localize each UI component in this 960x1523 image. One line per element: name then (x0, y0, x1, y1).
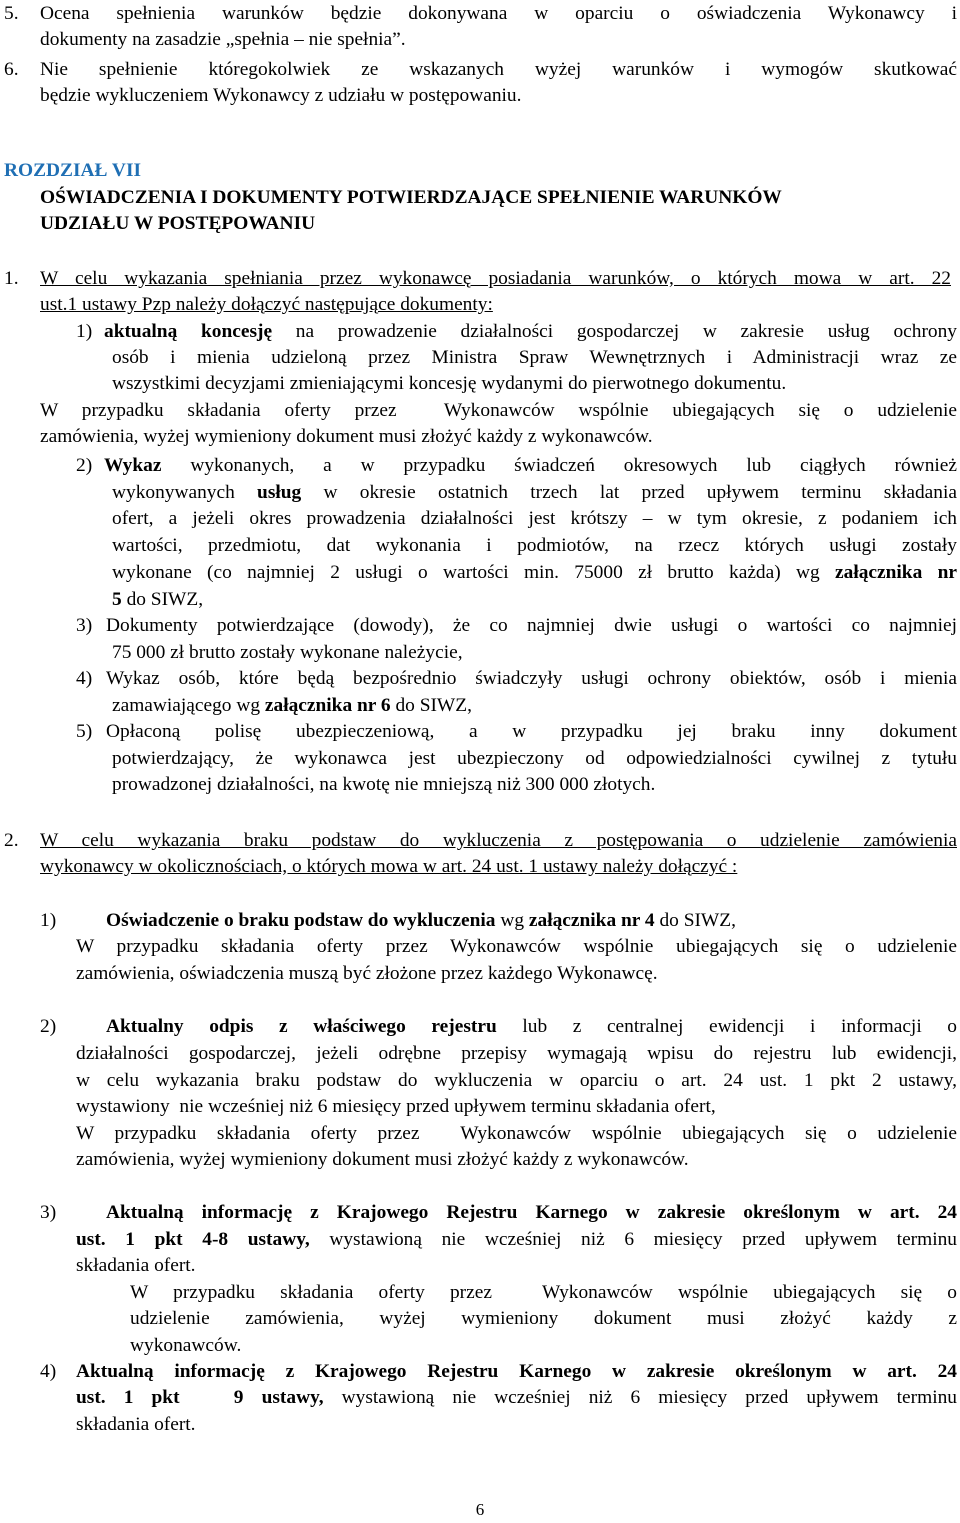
exclusion-3-note-line-1: W przypadku składania oferty przez Wykonawców wspólnie ubiegających się o (130, 1282, 957, 1303)
exclusion-4-line-2: ust. 1 pkt 9 ustawy, wystawioną nie wcześniej niż 6 miesięcy przed upływem terminu (76, 1387, 957, 1408)
doc-2-number: 2) (76, 455, 93, 476)
exclusion-2-line-3: w celu wykazania braku podstaw do wykluczenia w oparciu o art. 24 ust. 1 pkt 2 ustawy, (76, 1070, 957, 1091)
doc-2-line-3: ofert, a jeżeli okres prowadzenia działalności jest krótszy – w tym okresie, z podaniem ich (112, 508, 957, 529)
exclusion-4-line-3: składania ofert. (76, 1414, 196, 1435)
doc-5-line-1: Opłaconą polisę ubezpieczeniową, a w przypadku jej braku inny dokument (106, 721, 957, 742)
doc-1-number: 1) (76, 321, 93, 342)
chapter-label: ROZDZIAŁ VII (4, 160, 142, 181)
exclusion-4-number: 4) (40, 1361, 57, 1382)
exclusion-3-line-1: Aktualną informację z Krajowego Rejestru Karnego w zakresie określonym w art. 24 (106, 1202, 957, 1223)
doc-4-number: 4) (76, 668, 93, 689)
item-6-number: 6. (4, 59, 19, 80)
exclusion-4-line-1: Aktualną informację z Krajowego Rejestru Karnego w zakresie określonym w art. 24 (76, 1361, 957, 1382)
doc-3-number: 3) (76, 615, 93, 636)
exclusion-2-line-5: W przypadku składania oferty przez Wykonawców wspólnie ubiegających się o udzielenie (76, 1123, 957, 1144)
doc-2-line-6: 5 do SIWZ, (112, 589, 204, 610)
chapter-title-line-1: OŚWIADCZENIA I DOKUMENTY POTWIERDZAJĄCE SPEŁNIENIE WARUNKÓW (40, 187, 782, 208)
section-2-number: 2. (4, 830, 19, 851)
exclusion-3-note-line-2: udzielenie zamówienia, wyżej wymieniony dokument musi złożyć każdy z (130, 1308, 957, 1329)
doc-4-line-1: Wykaz osób, które będą bezpośrednio świadczyły usługi ochrony obiektów, osób i mienia (106, 668, 957, 689)
exclusion-2-line-6: zamówienia, wyżej wymieniony dokument musi złożyć każdy z wykonawców. (76, 1149, 689, 1170)
doc-2-line-4: wartości, przedmiotu, dat wykonania i podmiotów, na rzecz których usługi zostały (112, 535, 957, 556)
doc-2-line-5: wykonane (co najmniej 2 usługi o wartości min. 75000 zł brutto każda) wg załącznika nr (112, 562, 957, 583)
doc-5-line-3: prowadzonej działalności, na kwotę nie mniejszą niż 300 000 złotych. (112, 774, 656, 795)
exclusion-2-number: 2) (40, 1016, 57, 1037)
exclusion-2-line-4: wystawiony nie wcześniej niż 6 miesięcy przed upływem terminu składania ofert, (76, 1096, 716, 1117)
exclusion-2-line-1: Aktualny odpis z właściwego rejestru lub z centralnej ewidencji i informacji o (106, 1016, 957, 1037)
doc-2-line-2: wykonywanych usług w okresie ostatnich trzech lat przed upływem terminu składania (112, 482, 957, 503)
chapter-title-line-2: UDZIAŁU W POSTĘPOWANIU (40, 213, 316, 234)
exclusion-1-line-2: W przypadku składania oferty przez Wykonawców wspólnie ubiegających się o udzielenie (76, 936, 957, 957)
doc-1-line-1: aktualną koncesję na prowadzenie działalności gospodarczej w zakresie usług ochrony (104, 321, 957, 342)
doc-5-line-2: potwierdzający, że wykonawca jest ubezpieczony od odpowiedzialności cywilnej z tytułu (112, 748, 957, 769)
exclusion-1-line-3: zamówienia, oświadczenia muszą być złożone przez każdego Wykonawcę. (76, 963, 658, 984)
exclusion-3-line-3: składania ofert. (76, 1255, 196, 1276)
exclusion-3-note-line-3: wykonawców. (130, 1335, 242, 1356)
section-2-line-2: wykonawcy w okolicznościach, o których mowa w art. 24 ust. 1 ustawy należy dołączyć : (40, 856, 738, 877)
doc-1-line-2: osób i mienia udzieloną przez Ministra Spraw Wewnętrznych i Administracji wraz ze (112, 347, 957, 368)
exclusion-1-line-1: Oświadczenie o braku podstaw do wykluczenia wg załącznika nr 4 do SIWZ, (106, 910, 736, 931)
item-5-line-2: dokumenty na zasadzie „spełnia – nie spełnia”. (40, 29, 406, 50)
page-number: 6 (475, 1500, 485, 1519)
doc-1-line-3: wszystkimi decyzjami zmieniającymi koncesję wydanymi do pierwotnego dokumentu. (112, 373, 787, 394)
doc-5-number: 5) (76, 721, 93, 742)
item-6-line-1: Nie spełnienie któregokolwiek ze wskazanych wyżej warunków i wymogów skutkować (40, 59, 957, 80)
doc-1-note-line-1: W przypadku składania oferty przez Wykonawców wspólnie ubiegających się o udzielenie (40, 400, 957, 421)
item-5-line-1: Ocena spełnienia warunków będzie dokonywana w oparciu o oświadczenia Wykonawcy i (40, 3, 957, 24)
doc-4-line-2: zamawiającego wg załącznika nr 6 do SIWZ, (112, 695, 472, 716)
doc-3-line-2: 75 000 zł brutto zostały wykonane należycie, (112, 642, 463, 663)
section-1-line-2: ust.1 ustawy Pzp należy dołączyć następujące dokumenty: (40, 294, 493, 315)
exclusion-2-line-2: działalności gospodarczej, jeżeli odrębne przepisy wymagają wpisu do rejestru lub ewidencji, (76, 1043, 957, 1064)
item-5-number: 5. (4, 3, 19, 24)
section-1-line-1: W celu wykazania spełniania przez wykonawcę posiadania warunków, o których mowa w art. 22 (40, 268, 951, 289)
doc-2-line-1: Wykaz wykonanych, a w przypadku świadczeń okresowych lub ciągłych również (104, 455, 957, 476)
section-1-number: 1. (4, 268, 19, 289)
exclusion-1-number: 1) (40, 910, 57, 931)
exclusion-3-number: 3) (40, 1202, 57, 1223)
doc-3-line-1: Dokumenty potwierdzające (dowody), że co najmniej dwie usługi o wartości co najmniej (106, 615, 957, 636)
section-2-line-1: W celu wykazania braku podstaw do wykluczenia z postępowania o udzielenie zamówienia (40, 830, 957, 851)
item-6-line-2: będzie wykluczeniem Wykonawcy z udziału w postępowaniu. (40, 85, 522, 106)
doc-1-note-line-2: zamówienia, wyżej wymieniony dokument musi złożyć każdy z wykonawców. (40, 426, 653, 447)
exclusion-3-line-2: ust. 1 pkt 4-8 ustawy, wystawioną nie wcześniej niż 6 miesięcy przed upływem terminu (76, 1229, 957, 1250)
